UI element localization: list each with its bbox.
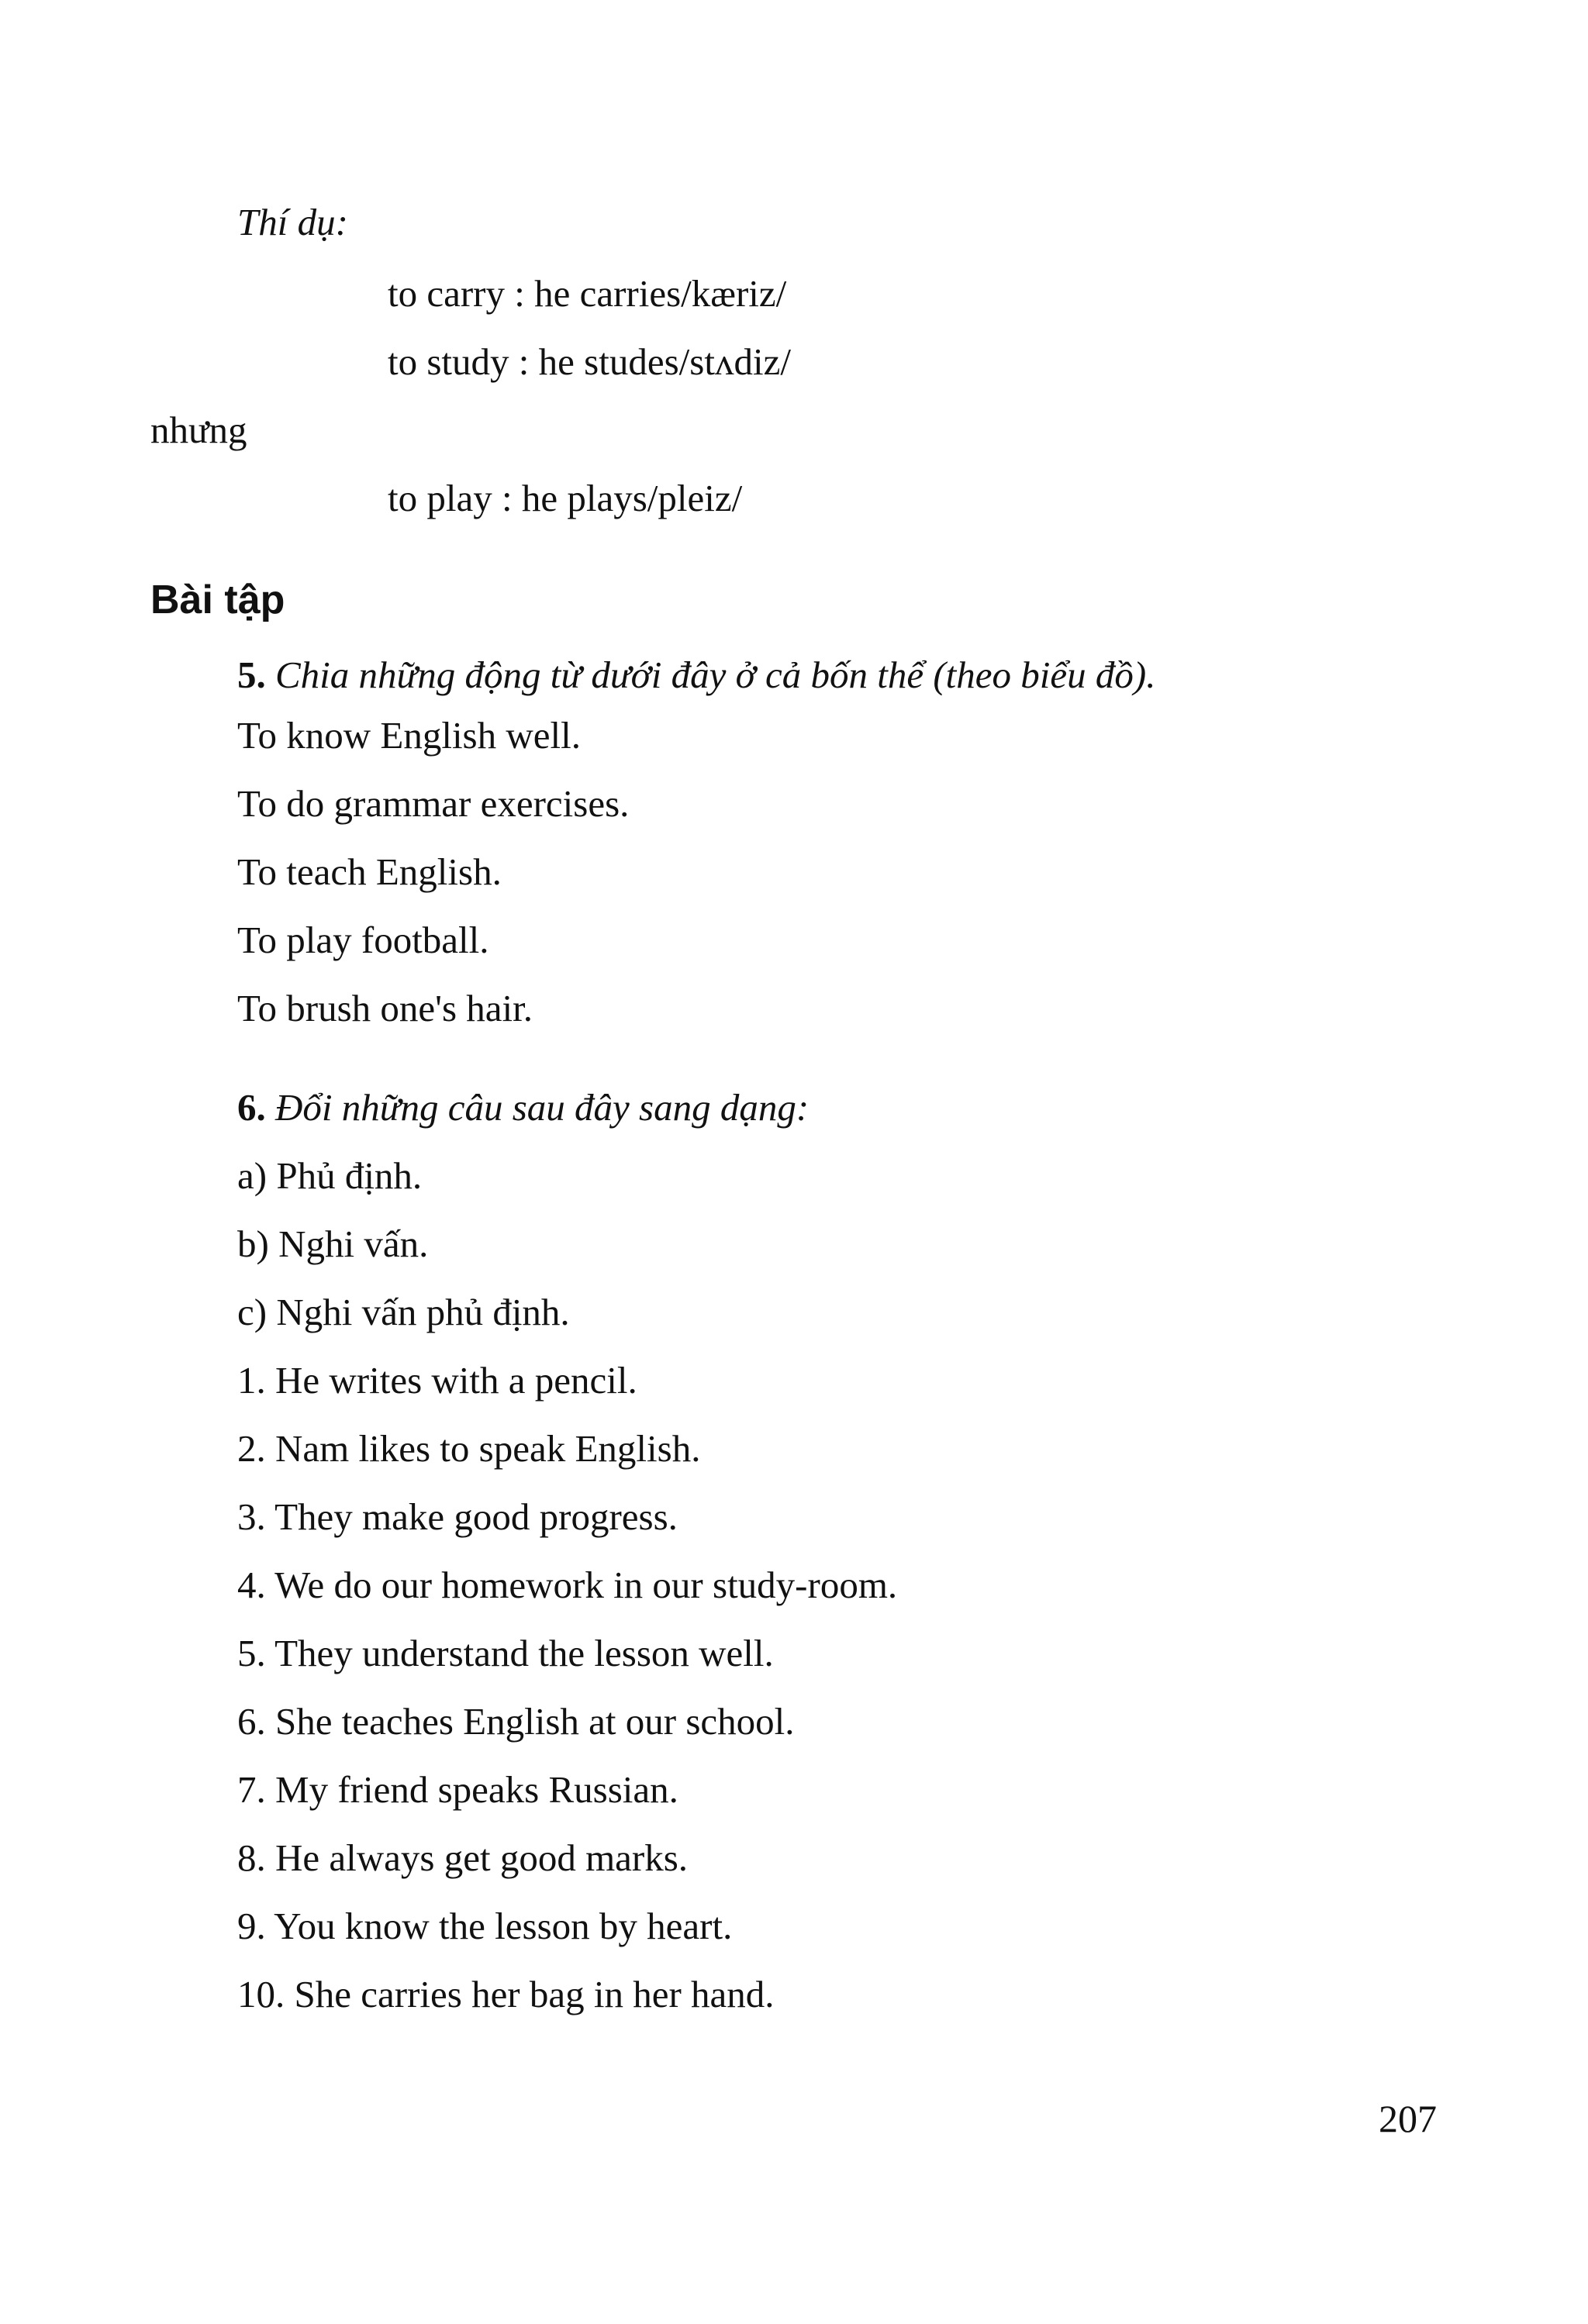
example-label: Thí dụ: — [237, 201, 348, 243]
exercise-sentence: 5. They understand the lesson well. — [237, 1632, 774, 1674]
exercise-item: To teach English. — [237, 850, 502, 893]
exercise-item: To play football. — [237, 919, 489, 961]
exercise-sentence: 3. They make good progress. — [237, 1495, 678, 1538]
exercise-number: 5. — [237, 653, 266, 696]
exercise-item: To brush one's hair. — [237, 987, 533, 1029]
exercise-sentence: 6. She teaches English at our school. — [237, 1700, 795, 1743]
exercise-sentence: 4. We do our homework in our study-room. — [237, 1564, 898, 1606]
exercise-sentence: 8. He always get good marks. — [237, 1836, 689, 1879]
exercise-item: To know English well. — [237, 714, 581, 757]
example-connector: nhưng — [150, 409, 247, 451]
example-line: to play : he plays/pleiz/ — [388, 477, 743, 519]
exercise-number: 6. — [237, 1086, 266, 1129]
exercise-sentence: 9. You know the lesson by heart. — [237, 1905, 733, 1947]
sentence-form: a) Phủ định. — [237, 1154, 423, 1197]
exercise-sentence: 10. She carries her bag in her hand. — [237, 1973, 775, 2015]
example-line: to study : he studes/stʌdiz/ — [388, 340, 791, 383]
exercise-sentence: 7. My friend speaks Russian. — [237, 1768, 678, 1811]
section-heading: Bài tập — [150, 578, 285, 622]
exercise-item: To do grammar exercises. — [237, 782, 630, 825]
exercise-sentence: 2. Nam likes to speak English. — [237, 1427, 701, 1470]
exercise-6-instruction — [237, 1086, 810, 1129]
exercise-instruction-text: Đổi những câu sau đây sang dạng: — [275, 1086, 810, 1129]
sentence-form: b) Nghi vấn. — [237, 1222, 429, 1265]
sentence-form: c) Nghi vấn phủ định. — [237, 1291, 570, 1333]
page-number: 207 — [1379, 2097, 1437, 2140]
example-line: to carry : he carries/kæriz/ — [388, 272, 787, 315]
exercise-5-instruction — [237, 653, 1156, 696]
exercise-instruction-text: Chia những động từ dưới đây ở cả bốn thể (theo biểu đồ). — [275, 653, 1156, 696]
exercise-sentence: 1. He writes with a pencil. — [237, 1359, 637, 1402]
